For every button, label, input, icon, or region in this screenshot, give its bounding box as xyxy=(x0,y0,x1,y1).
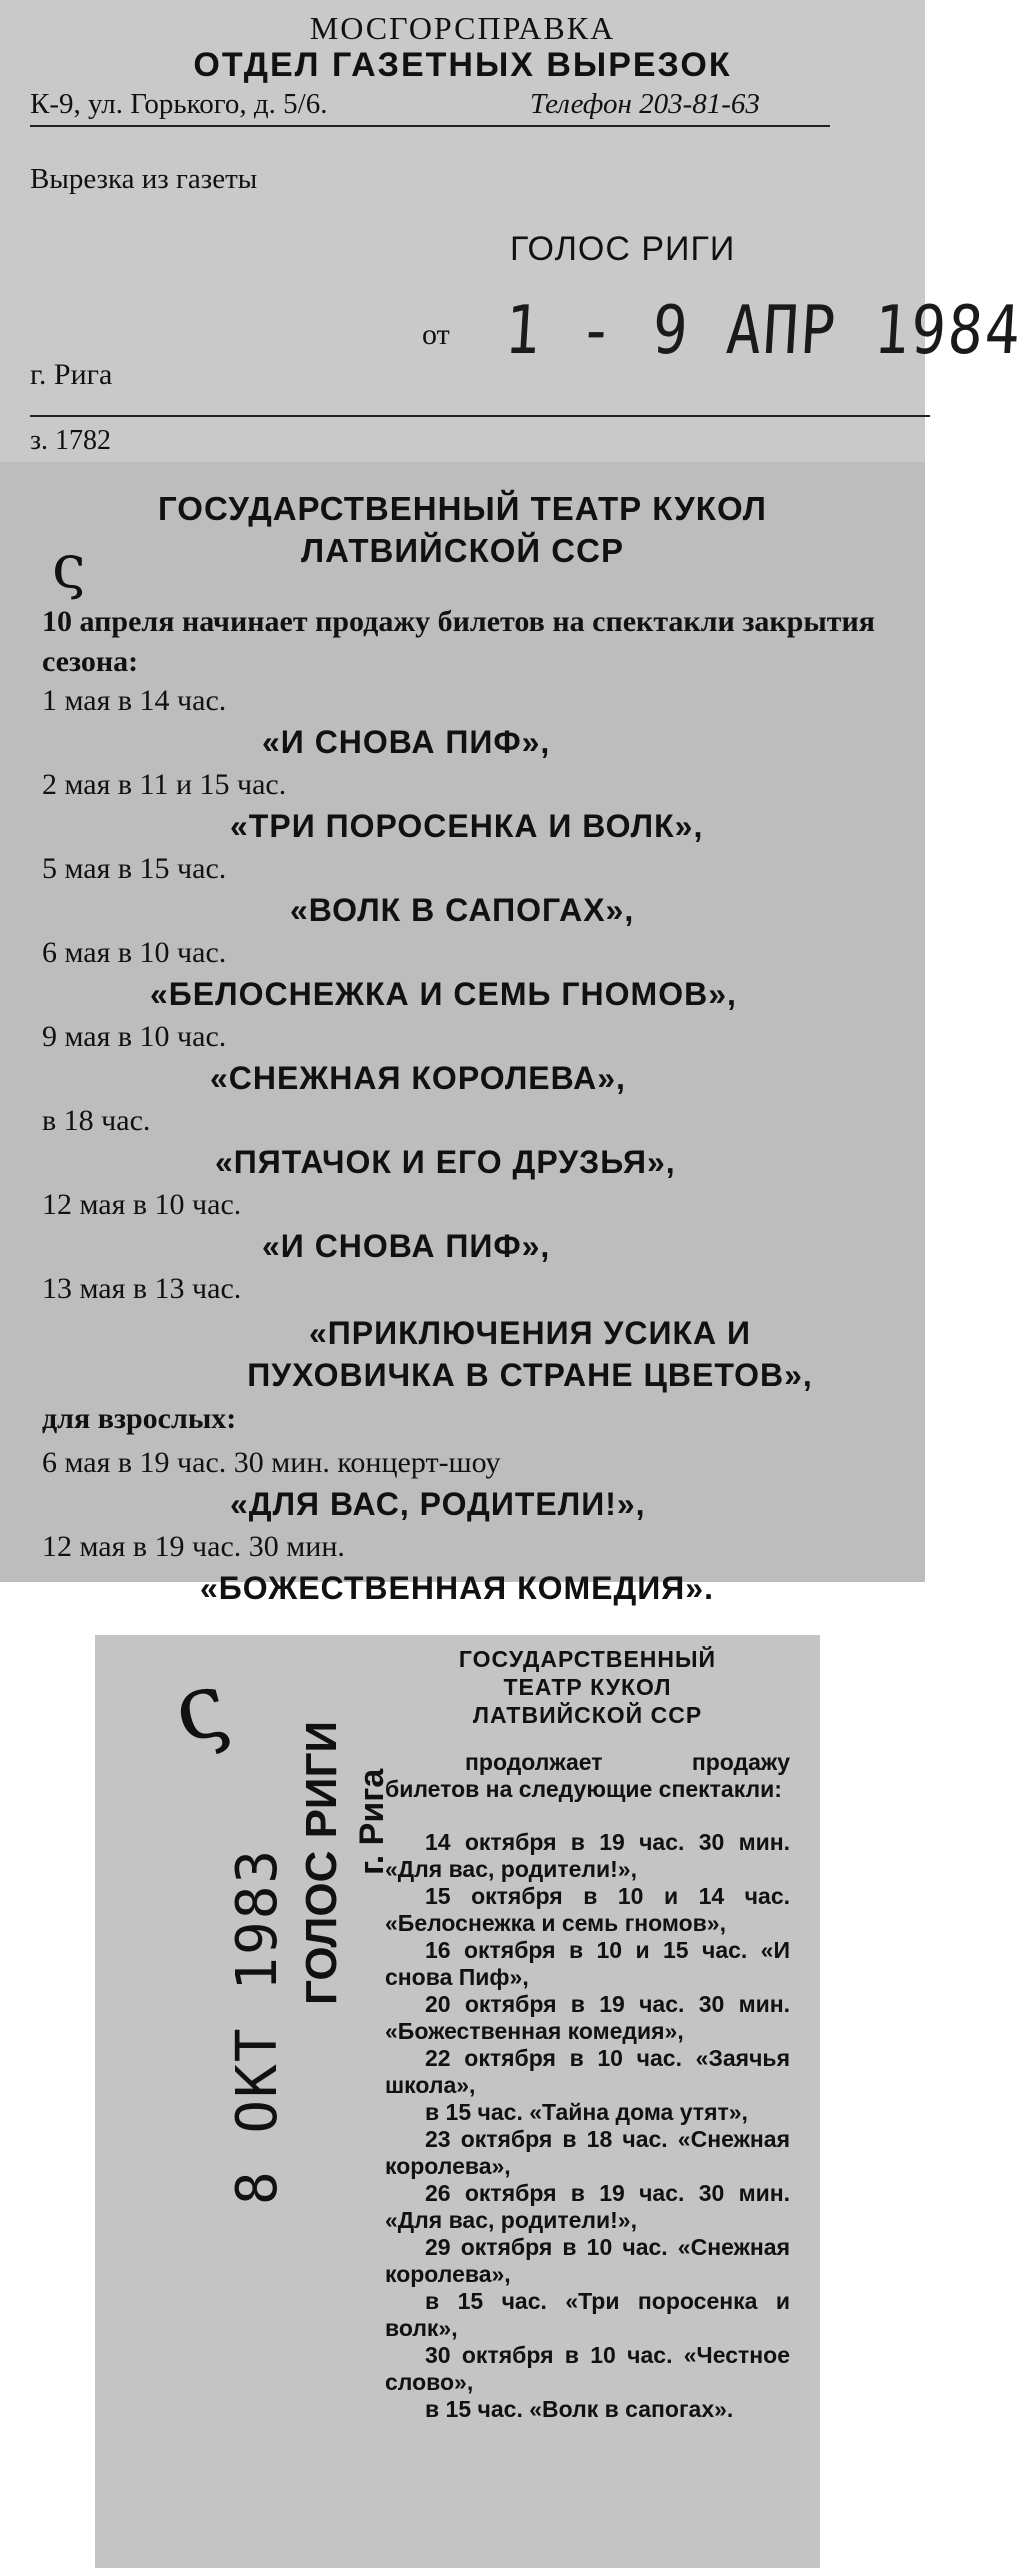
adults-section-heading xyxy=(0,1398,925,1446)
listing-item: в 15 час. «Тайна дома утят», xyxy=(425,2099,748,2125)
ad-body xyxy=(385,1749,790,2423)
agency-name: МОСГОРСПРАВКА xyxy=(309,10,616,46)
performance-time: 6 мая в 10 час. xyxy=(42,936,227,969)
stamp-city: г. Рига xyxy=(353,1768,391,1875)
stamp-date: 8 ОКТ 1983 xyxy=(225,1847,290,2205)
schedule-entry xyxy=(0,1188,925,1272)
divider xyxy=(30,415,930,417)
date-stamp: 1 - 9 АПР 1984 xyxy=(502,290,1024,370)
performance-title: «И СНОВА ПИФ», xyxy=(262,1228,551,1264)
ad-intro: 10 апреля начинает продажу билетов на спектакли закрытия сезона: xyxy=(42,605,876,678)
performance-title: «БЕЛОСНЕЖКА И СЕМЬ ГНОМОВ», xyxy=(150,976,737,1012)
listing-item: 22 октября в 10 час. «Заячья школа», xyxy=(385,2045,790,2098)
ad-title-line2: ТЕАТР КУКОЛ xyxy=(503,1674,672,1700)
performance-time: 12 мая в 10 час. xyxy=(42,1188,242,1221)
adults-label: для взрослых: xyxy=(42,1402,237,1435)
stamp-newspaper: ГОЛОС РИГИ xyxy=(297,1720,346,2005)
agency-phone: Телефон 203-81-63 xyxy=(530,88,760,120)
listing-item: 26 октября в 19 час. 30 мин. «Для вас, родители!», xyxy=(385,2180,790,2233)
performance-time: 9 мая в 10 час. xyxy=(42,1020,227,1053)
agency-address: К-9, ул. Горького, д. 5/6. xyxy=(30,88,328,120)
ad-title-line3: ЛАТВИЙСКОЙ ССР xyxy=(472,1702,703,1728)
performance-time: в 18 час. xyxy=(42,1104,151,1137)
ad-lead: продолжает продажу билетов на следующие спектакли: xyxy=(385,1749,790,1802)
date-stamp-vertical xyxy=(225,1720,391,2205)
performance-title: «ВОЛК В САПОГАХ», xyxy=(290,892,635,928)
clipping-label: Вырезка из газеты xyxy=(30,163,258,195)
ad-title-line2: ЛАТВИЙСКОЙ ССР xyxy=(301,532,624,569)
performance-time: 6 мая в 19 час. 30 мин. концерт-шоу xyxy=(42,1446,501,1479)
schedule-entry xyxy=(0,768,925,852)
handwritten-mark: ς xyxy=(52,532,86,602)
performance-time: 1 мая в 14 час. xyxy=(42,684,227,717)
theatre-ad-1984 xyxy=(0,462,925,1606)
schedule-entry xyxy=(0,936,925,1020)
performance-title: «ТРИ ПОРОСЕНКА И ВОЛК», xyxy=(230,808,704,844)
ad-title-line1: ГОСУДАРСТВЕННЫЙ xyxy=(458,1646,717,1672)
performance-title: «БОЖЕСТВЕННАЯ КОМЕДИЯ». xyxy=(200,1570,714,1606)
serial-number: з. 1782 xyxy=(30,425,112,456)
date-from-label: от xyxy=(422,318,450,351)
city-label: г. Рига xyxy=(30,358,113,391)
newspaper-name: ГОЛОС РИГИ xyxy=(510,230,736,268)
performance-time: 12 мая в 19 час. 30 мин. xyxy=(42,1530,345,1563)
department-name: ОТДЕЛ ГАЗЕТНЫХ ВЫРЕЗОК xyxy=(193,46,732,84)
handwritten-mark: ς xyxy=(162,1650,239,1765)
performance-time: 5 мая в 15 час. xyxy=(42,852,227,885)
theatre-ad-1983 xyxy=(95,1635,820,2568)
schedule-entry xyxy=(0,1020,925,1104)
ad-column xyxy=(385,1645,790,2423)
performance-title: «ПЯТАЧОК И ЕГО ДРУЗЬЯ», xyxy=(215,1144,676,1180)
listing-item: 30 октября в 10 час. «Честное слово», xyxy=(385,2342,790,2395)
listing-item: 23 октября в 18 час. «Снежная королева», xyxy=(385,2126,790,2179)
schedule-entry xyxy=(0,684,925,768)
schedule-entry xyxy=(0,1104,925,1188)
performance-time: 2 мая в 11 и 15 час. xyxy=(42,768,287,801)
performance-title: «И СНОВА ПИФ», xyxy=(262,724,551,760)
listing-item: 14 октября в 19 час. 30 мин. «Для вас, родители!», xyxy=(385,1829,790,1882)
clipping-header-card xyxy=(0,0,1024,462)
performance-title: «СНЕЖНАЯ КОРОЛЕВА», xyxy=(210,1060,626,1096)
performance-title: «ДЛЯ ВАС, РОДИТЕЛИ!», xyxy=(230,1486,646,1522)
listing-item: 29 октября в 10 час. «Снежная королева», xyxy=(385,2234,790,2287)
schedule-entry xyxy=(0,1272,925,1398)
listing-item: 15 октября в 10 и 14 час. «Белоснежка и семь гномов», xyxy=(385,1883,790,1936)
schedule-entry xyxy=(0,1446,925,1530)
performance-time: 13 мая в 13 час. xyxy=(42,1272,242,1305)
schedule-entry xyxy=(0,1530,925,1614)
listing-item: 20 октября в 19 час. 30 мин. «Божественная комедия», xyxy=(385,1991,790,2044)
listing-item: в 15 час. «Волк в сапогах». xyxy=(425,2396,734,2422)
listing-item: 16 октября в 10 и 15 час. «И снова Пиф», xyxy=(385,1937,790,1990)
listing-item: в 15 час. «Три поросенка и волк», xyxy=(385,2288,790,2341)
agency-address-line xyxy=(30,88,830,127)
schedule-entry xyxy=(0,852,925,936)
ad-title xyxy=(385,1645,790,1729)
performance-schedule xyxy=(0,684,925,1614)
performance-title: «ПРИКЛЮЧЕНИЯ УСИКА И ПУХОВИЧКА В СТРАНЕ ЦВЕТОВ», xyxy=(247,1315,813,1393)
ad-title-line1: ГОСУДАРСТВЕННЫЙ ТЕАТР КУКОЛ xyxy=(158,490,767,527)
